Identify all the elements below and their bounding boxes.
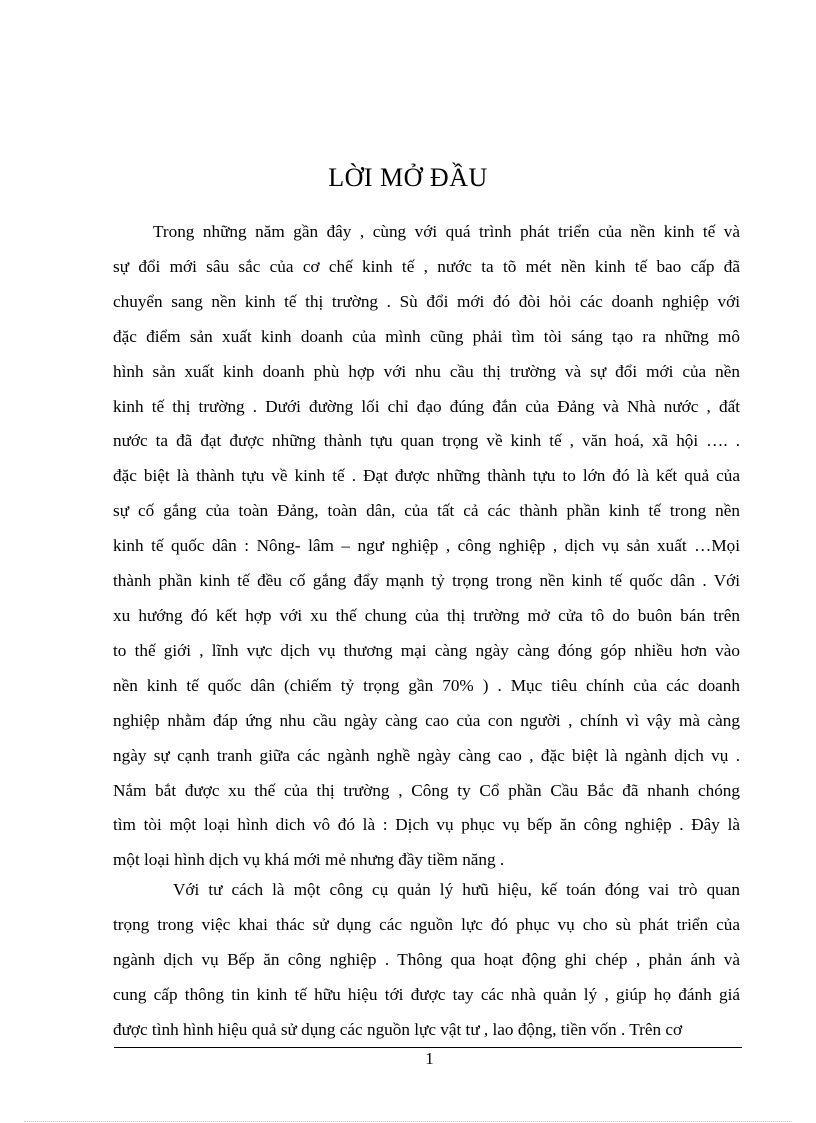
- page-title: LỜI MỞ ĐẦU: [328, 163, 488, 192]
- paragraph-line: kinh tế quốc dân : Nông- lâm – ngư nghiệp , công nghiệp , dịch vụ sản xuất …Mọi: [113, 536, 740, 556]
- footer-divider: [114, 1047, 742, 1048]
- paragraph-line: cung cấp thông tin kinh tế hữu hiệu tới được tay các nhà quản lý , giúp họ đánh giá: [113, 984, 740, 1004]
- paragraph-line: được tình hình hiệu quả sử dụng các nguồn lực vật tư , lao động, tiền vốn . Trên cơ: [113, 1019, 683, 1039]
- paragraph-line: đặc biệt là thành tựu về kinh tế . Đạt được những thành tựu to lớn đó là kết quả của: [113, 466, 740, 486]
- paragraph-intro: [113, 215, 740, 878]
- paragraph-line: một loại hình dịch vụ khá mới mẻ nhưng đầy tiềm năng .: [113, 850, 505, 870]
- paragraph-line: nước ta đã đạt được những thành tựu quan trọng về kinh tế , văn hoá, xã hội …. .: [113, 431, 740, 451]
- paragraph-line: tìm tòi một loại hình dich vô đó là : Dịch vụ phục vụ bếp ăn công nghiệp . Đây là: [113, 815, 740, 835]
- paragraph-line: đặc điểm sản xuất kinh doanh của mình cũng phải tìm tòi sáng tạo ra những mô: [113, 326, 740, 346]
- paragraph-line: Nắm bắt được xu thế của thị trường , Công ty Cổ phần Cầu Bắc đã nhanh chóng: [113, 780, 740, 800]
- paragraph-line: kinh tế thị trường . Dưới đường lối chỉ đạo đúng đắn của Đảng và Nhà nước , đất: [113, 396, 740, 416]
- paragraph-accounting-role: [113, 873, 740, 1048]
- paragraph-line: Trong những năm gần đây , cùng với quá trình phát triển của nền kinh tế và: [153, 222, 740, 241]
- paragraph-line: to thế giới , lĩnh vực dịch vụ thương mại càng ngày càng đóng góp nhiều hơn vào: [113, 640, 740, 660]
- paragraph-line: Với tư cách là một công cụ quản lý hưũ hiệu, kế toán đóng vai trò quan: [173, 880, 740, 899]
- paragraph-line: hình sản xuất kinh doanh phù hợp với nhu cầu thị trường và sự đổi mới của nền: [113, 361, 740, 381]
- page-bottom-edge: [24, 1121, 792, 1122]
- paragraph-line: trọng trong việc khai thác sử dụng các nguồn lực đó phục vụ cho sù phát triển của: [113, 914, 740, 934]
- paragraph-line: nghiệp nhằm đáp ứng nhu cầu ngày càng cao của con người , chính vì vậy mà càng: [113, 710, 740, 730]
- paragraph-line: chuyển sang nền kinh tế thị trường . Sù đổi mới đó đòi hỏi các doanh nghiệp với: [113, 291, 740, 311]
- page-number: 1: [425, 1049, 434, 1068]
- paragraph-line: nền kinh tế quốc dân (chiếm tỷ trọng gần 70% ) . Mục tiêu chính của các doanh: [113, 675, 740, 695]
- paragraph-line: sự cố gắng của toàn Đảng, toàn dân, của tất cả các thành phần kinh tế trong nền: [113, 501, 740, 521]
- paragraph-line: ngày sự cạnh tranh giữa các ngành nghề ngày càng cao , đặc biệt là ngành dịch vụ .: [113, 745, 740, 765]
- paragraph-line: xu hướng đó kết hợp với xu thế chung của thị trường mở cửa tô do buôn bán trên: [113, 605, 740, 625]
- paragraph-line: ngành dịch vụ Bếp ăn công nghiệp . Thông qua hoạt động ghi chép , phản ánh và: [113, 949, 740, 969]
- paragraph-line: thành phần kinh tế đều cố gắng đẩy mạnh tỷ trọng trong nền kinh tế quốc dân . Với: [113, 571, 740, 591]
- paragraph-line: sự đổi mới sâu sắc của cơ chế kinh tế , nước ta tõ mét nền kinh tế bao cấp đã: [113, 256, 740, 276]
